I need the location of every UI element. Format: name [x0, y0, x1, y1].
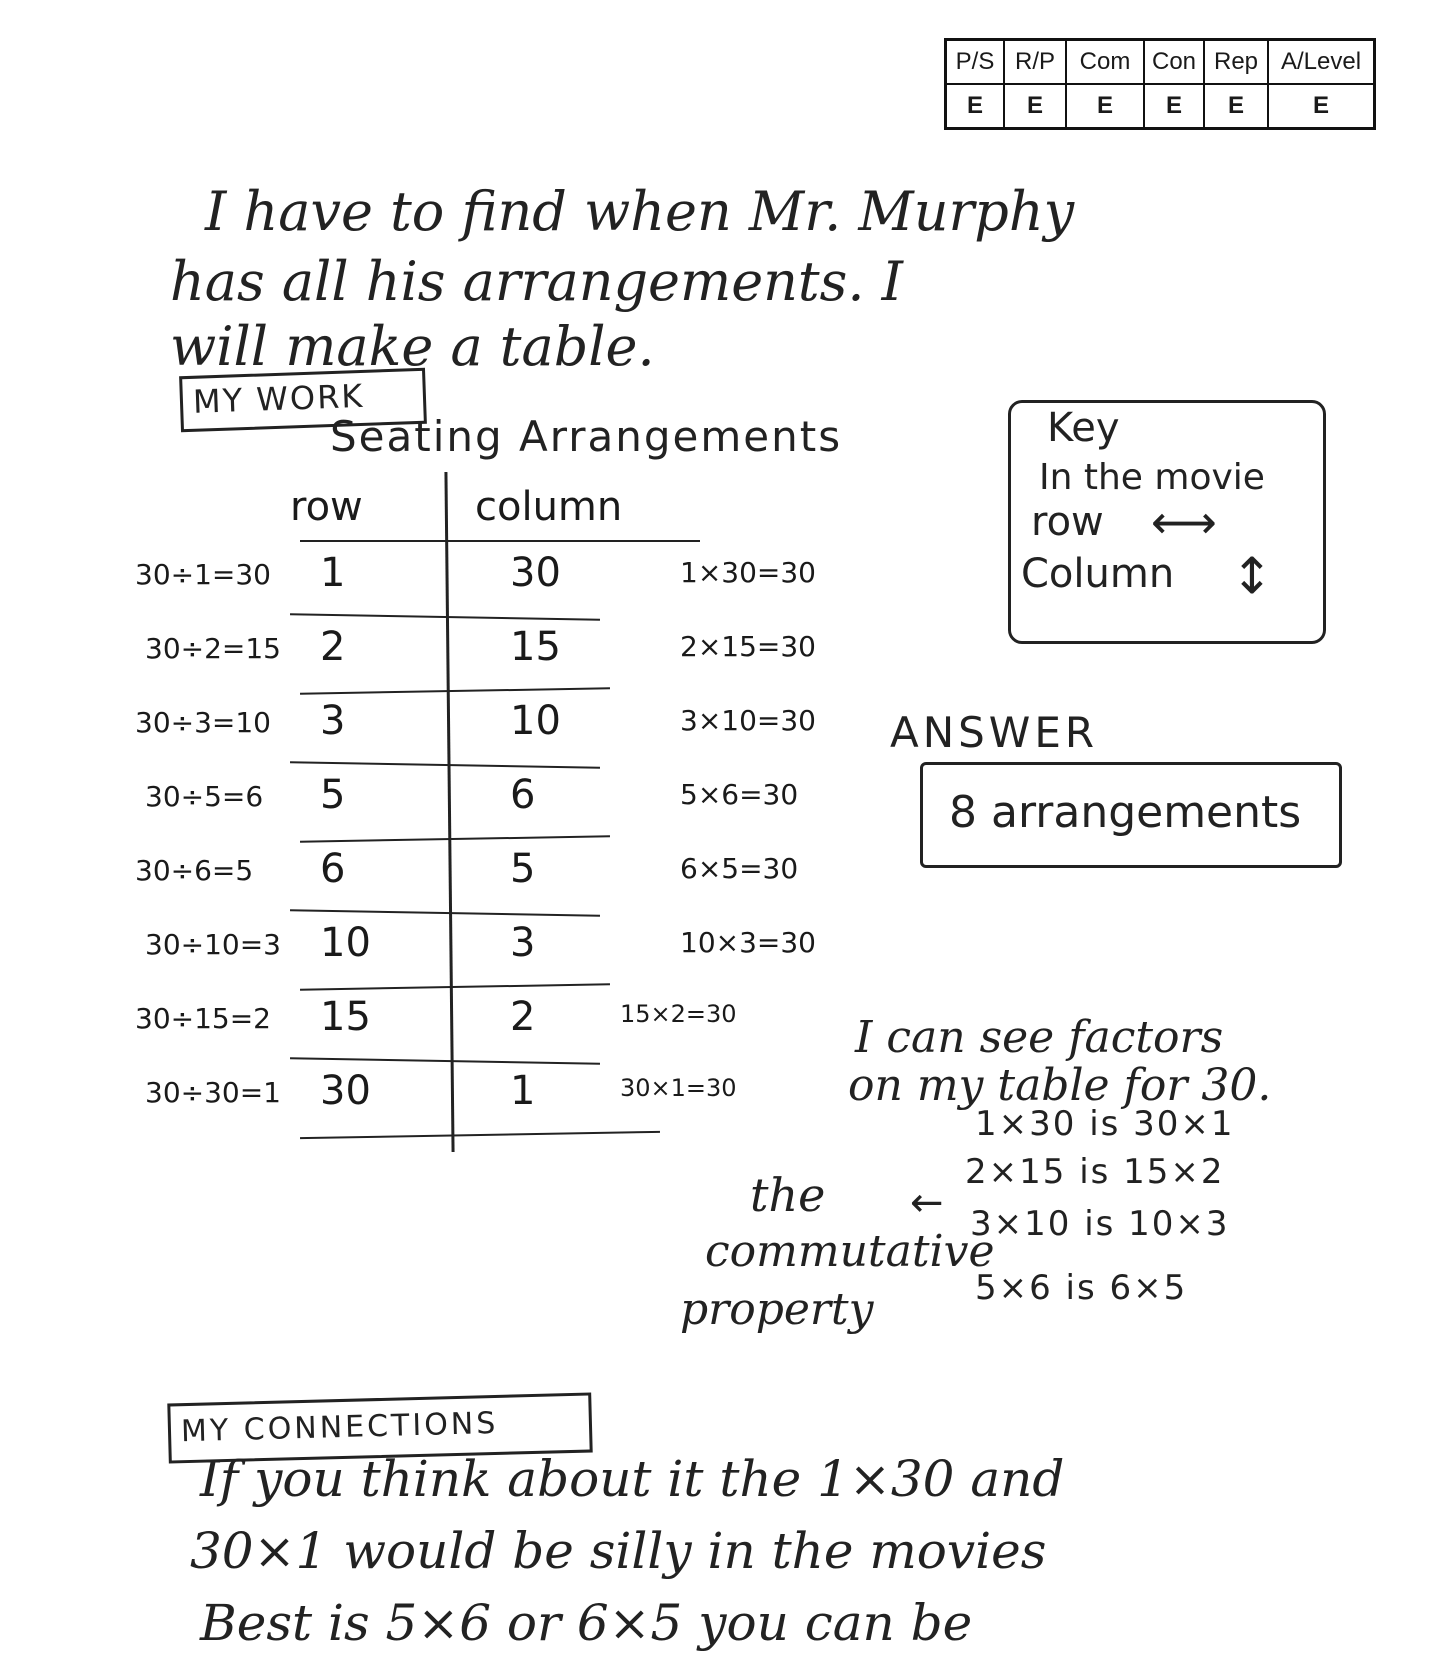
division-fact: 30÷15=2 [135, 1002, 271, 1035]
column-arrow-icon: ↕ [1231, 547, 1273, 605]
rubric-score: E [946, 84, 1005, 129]
rubric-header: A/Level [1268, 40, 1375, 85]
table-divider [444, 472, 454, 1152]
multiplication-fact: 1×30=30 [680, 556, 816, 589]
factor-pair: 1×30 is 30×1 [975, 1104, 1235, 1144]
column-value: 1 [510, 1068, 536, 1114]
rubric-header: P/S [946, 40, 1005, 85]
rubric-header: Rep [1204, 40, 1268, 85]
answer-value: 8 arrangements [949, 787, 1302, 838]
row-value: 15 [320, 994, 371, 1040]
factor-pair: 3×10 is 10×3 [970, 1204, 1230, 1244]
rubric-score: E [1144, 84, 1204, 129]
rubric-score: E [1268, 84, 1375, 129]
division-fact: 30÷10=3 [145, 928, 281, 961]
multiplication-fact: 30×1=30 [620, 1074, 737, 1102]
answer-label: ANSWER [890, 708, 1099, 757]
division-fact: 30÷5=6 [145, 780, 264, 813]
multiplication-fact: 15×2=30 [620, 1000, 737, 1028]
key-title: Key [1047, 405, 1120, 451]
key-row-label: row [1031, 499, 1104, 545]
row-value: 3 [320, 698, 346, 744]
rubric-score: E [1204, 84, 1268, 129]
column-value: 10 [510, 698, 561, 744]
division-fact: 30÷2=15 [145, 632, 281, 665]
header-column-label: column [475, 484, 623, 530]
seating-table [135, 484, 816, 1170]
header-row-label: row [290, 484, 363, 530]
rubric-score: E [1004, 84, 1066, 129]
column-value: 15 [510, 624, 561, 670]
factor-pair: 5×6 is 6×5 [975, 1268, 1188, 1308]
factors-line: on my table for 30. [848, 1060, 1272, 1111]
row-separator [290, 1057, 600, 1064]
left-arrow-icon: ← [910, 1180, 944, 1226]
row-separator [290, 761, 600, 768]
header-underline [300, 540, 700, 542]
property-line: property [680, 1284, 874, 1335]
row-value: 10 [320, 920, 371, 966]
column-value: 3 [510, 920, 536, 966]
row-value: 5 [320, 772, 346, 818]
rubric-score: E [1066, 84, 1144, 129]
connections-label: MY CONNECTIONS [180, 1405, 499, 1450]
rubric-header-row [946, 40, 1375, 85]
division-fact: 30÷3=10 [135, 706, 271, 739]
property-line: the [750, 1168, 826, 1222]
division-fact: 30÷30=1 [145, 1076, 281, 1109]
row-separator [290, 909, 600, 916]
intro-line: I have to find when Mr. Murphy [205, 180, 1075, 243]
column-value: 5 [510, 846, 536, 892]
column-value: 2 [510, 994, 536, 1040]
factors-line: I can see factors [855, 1012, 1224, 1063]
multiplication-fact: 6×5=30 [680, 852, 799, 885]
row-value: 1 [320, 550, 346, 596]
column-value: 6 [510, 772, 536, 818]
row-separator [300, 983, 610, 990]
row-arrow-icon: ⟷ [1151, 495, 1217, 549]
key-box [1008, 400, 1326, 644]
multiplication-fact: 2×15=30 [680, 630, 816, 663]
row-value: 6 [320, 846, 346, 892]
rubric-header: Con [1144, 40, 1204, 85]
division-fact: 30÷1=30 [135, 558, 271, 591]
multiplication-fact: 10×3=30 [680, 926, 816, 959]
rubric-score-row [946, 84, 1375, 129]
row-value: 30 [320, 1068, 371, 1114]
my-work-label: MY WORK [192, 376, 365, 421]
property-line: commutative [705, 1226, 995, 1277]
row-value: 2 [320, 624, 346, 670]
intro-line: will make a table. [170, 315, 655, 378]
row-separator [300, 835, 610, 842]
column-value: 30 [510, 550, 561, 596]
connections-line: Best is 5×6 or 6×5 you can be [200, 1594, 973, 1652]
table-title: Seating Arrangements [330, 412, 843, 461]
key-line: In the movie [1039, 457, 1265, 498]
key-column-label: Column [1021, 551, 1175, 597]
division-fact: 30÷6=5 [135, 854, 254, 887]
row-separator [300, 687, 610, 694]
connections-line: If you think about it the 1×30 and [200, 1450, 1065, 1508]
rubric-header: R/P [1004, 40, 1066, 85]
rubric-header: Com [1066, 40, 1144, 85]
factor-pair: 2×15 is 15×2 [965, 1152, 1225, 1192]
multiplication-fact: 5×6=30 [680, 778, 799, 811]
multiplication-fact: 3×10=30 [680, 704, 816, 737]
intro-line: has all his arrangements. I [170, 250, 904, 313]
answer-box [920, 762, 1342, 868]
rubric-table [944, 38, 1376, 130]
connections-line: 30×1 would be silly in the movies [190, 1522, 1047, 1580]
row-separator [300, 1131, 660, 1139]
